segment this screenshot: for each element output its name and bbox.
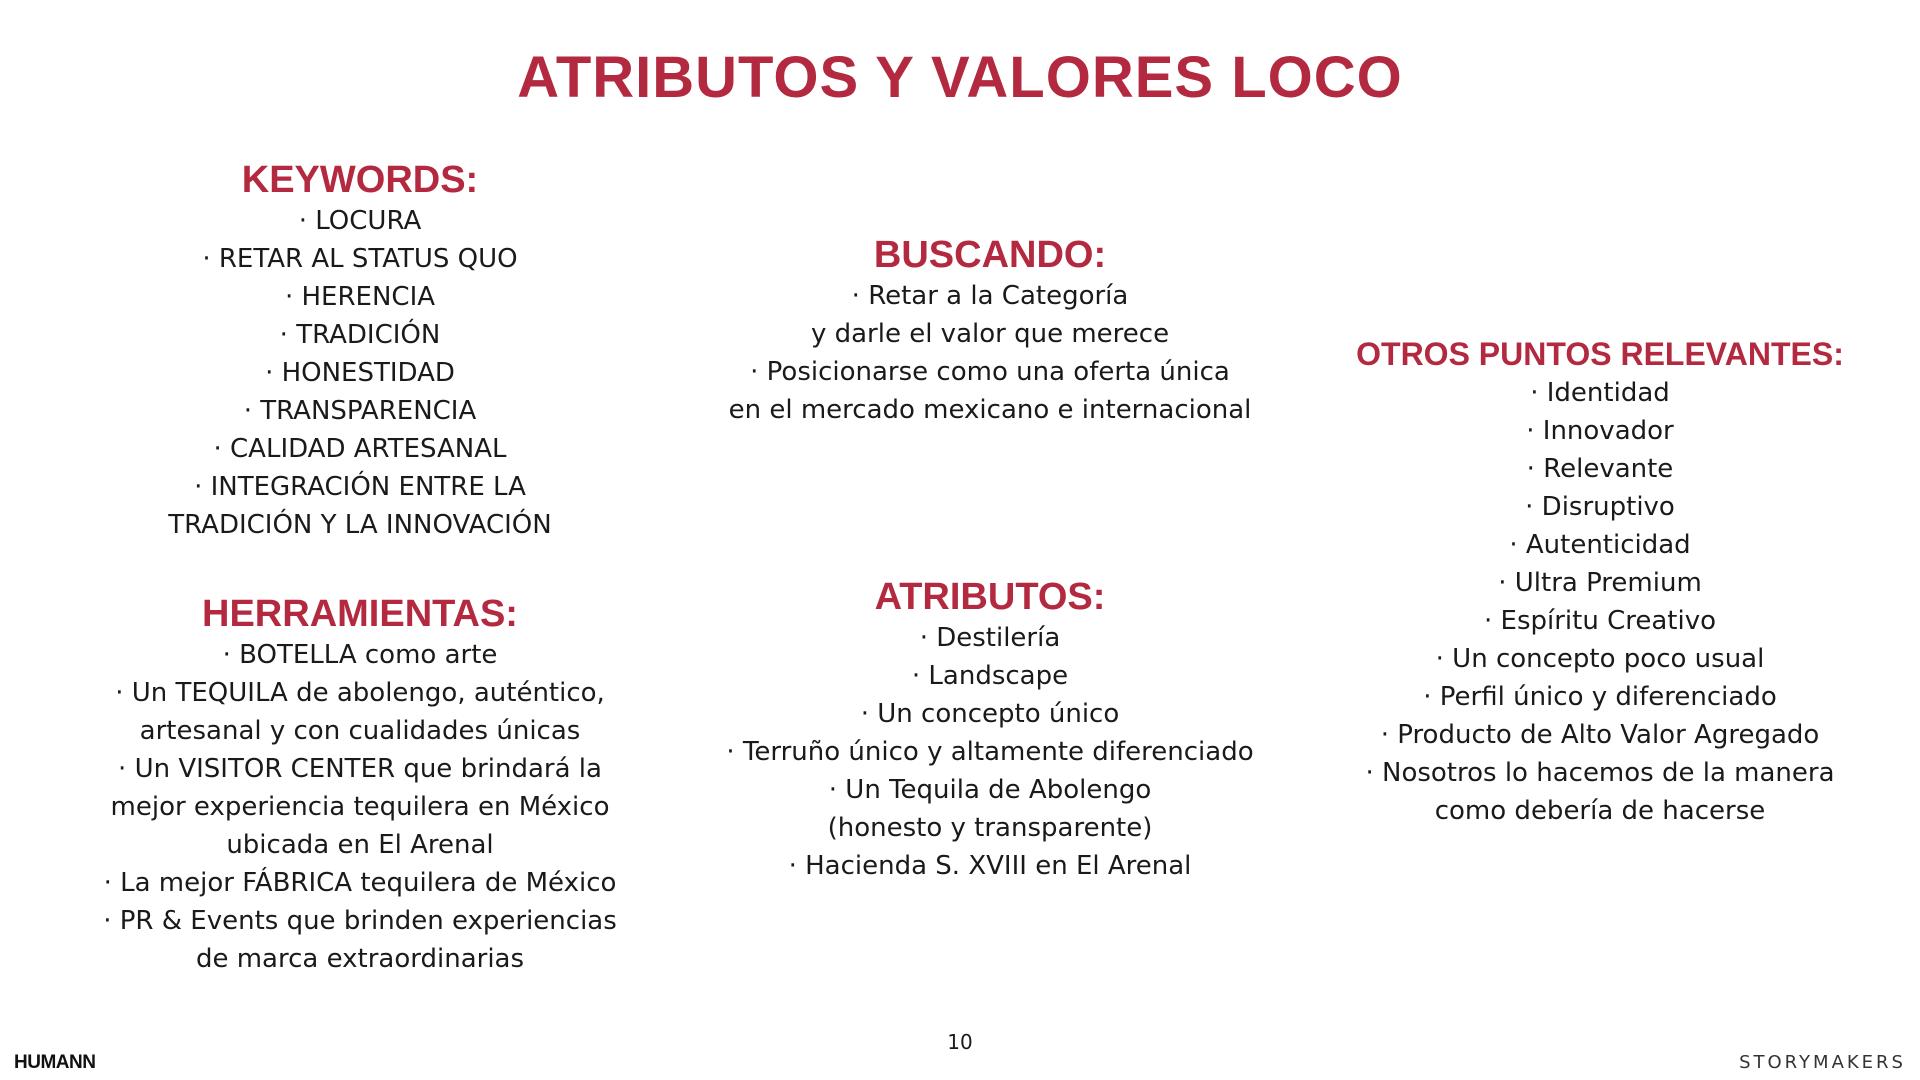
keywords-section	[60, 158, 660, 544]
otros-section	[1300, 334, 1900, 830]
atributos-list	[690, 619, 1290, 885]
list-item: · Hacienda S. XVIII en El Arenal	[788, 851, 1192, 881]
atributos-section	[690, 575, 1290, 885]
keywords-heading: KEYWORDS:	[241, 159, 479, 201]
list-item: · Un VISITOR CENTER que brindará la	[118, 754, 602, 784]
list-item: artesanal y con cualidades únicas	[139, 716, 581, 746]
list-item: · La mejor FÁBRICA tequilera de México	[103, 868, 617, 898]
list-item: de marca extraordinarias	[195, 944, 525, 974]
list-item: · LOCURA	[298, 206, 422, 236]
list-item: · BOTELLA como arte	[222, 640, 498, 670]
buscando-section	[690, 233, 1290, 429]
list-item: · PR & Events que brinden experiencias	[103, 906, 617, 936]
list-item: · INTEGRACIÓN ENTRE LA	[194, 472, 526, 502]
list-item: (honesto y transparente)	[827, 813, 1153, 843]
list-item: · Producto de Alto Valor Agregado	[1380, 720, 1820, 750]
list-item: · Landscape	[911, 661, 1069, 691]
list-item: · Destilería	[919, 623, 1061, 653]
herramientas-heading: HERRAMIENTAS:	[202, 593, 518, 635]
storymakers-logo: STORYMAKERS	[1739, 1052, 1906, 1073]
list-item: · Disruptivo	[1525, 492, 1675, 522]
otros-heading: OTROS PUNTOS RELEVANTES:	[1356, 336, 1844, 372]
list-item: · Retar a la Categoría	[851, 281, 1129, 311]
list-item: · Un concepto poco usual	[1435, 644, 1765, 674]
page-title: ATRIBUTOS Y VALORES LOCO	[517, 45, 1403, 110]
list-item: · Terruño único y altamente diferenciado	[726, 737, 1254, 767]
list-item: · TRANSPARENCIA	[243, 396, 477, 426]
list-item: · Un TEQUILA de abolengo, auténtico,	[115, 678, 605, 708]
list-item: mejor experiencia tequilera en México	[110, 792, 610, 822]
buscando-heading: BUSCANDO:	[873, 234, 1107, 276]
list-item: · Innovador	[1526, 416, 1674, 446]
list-item: · Nosotros lo hacemos de la manera	[1365, 758, 1835, 788]
list-item: · RETAR AL STATUS QUO	[202, 244, 518, 274]
otros-list	[1300, 374, 1900, 830]
list-item: · CALIDAD ARTESANAL	[213, 434, 507, 464]
list-item: · Relevante	[1526, 454, 1674, 484]
list-item: · HERENCIA	[284, 282, 436, 312]
list-item: · Posicionarse como una oferta única	[750, 357, 1230, 387]
humann-logo: HUMANN	[14, 1052, 96, 1073]
list-item: y darle el valor que merece	[810, 319, 1170, 349]
list-item: como debería de hacerse	[1434, 796, 1766, 826]
list-item: · Perfil único y diferenciado	[1423, 682, 1777, 712]
list-item: ubicada en El Arenal	[226, 830, 494, 860]
list-item: · Ultra Premium	[1498, 568, 1702, 598]
list-item: · Identidad	[1530, 378, 1670, 408]
herramientas-list	[60, 636, 660, 978]
list-item: · TRADICIÓN	[279, 320, 441, 350]
list-item: · Espíritu Creativo	[1484, 606, 1716, 636]
list-item: TRADICIÓN Y LA INNOVACIÓN	[168, 510, 552, 540]
list-item: en el mercado mexicano e internacional	[728, 395, 1252, 425]
list-item: · Un Tequila de Abolengo	[828, 775, 1152, 805]
herramientas-section	[60, 592, 660, 978]
list-item: · HONESTIDAD	[265, 358, 455, 388]
buscando-list	[690, 277, 1290, 429]
atributos-heading: ATRIBUTOS:	[874, 576, 1106, 618]
list-item: · Autenticidad	[1509, 530, 1691, 560]
list-item: · Un concepto único	[860, 699, 1120, 729]
page-number: 10	[947, 1030, 973, 1054]
keywords-list	[60, 202, 660, 544]
